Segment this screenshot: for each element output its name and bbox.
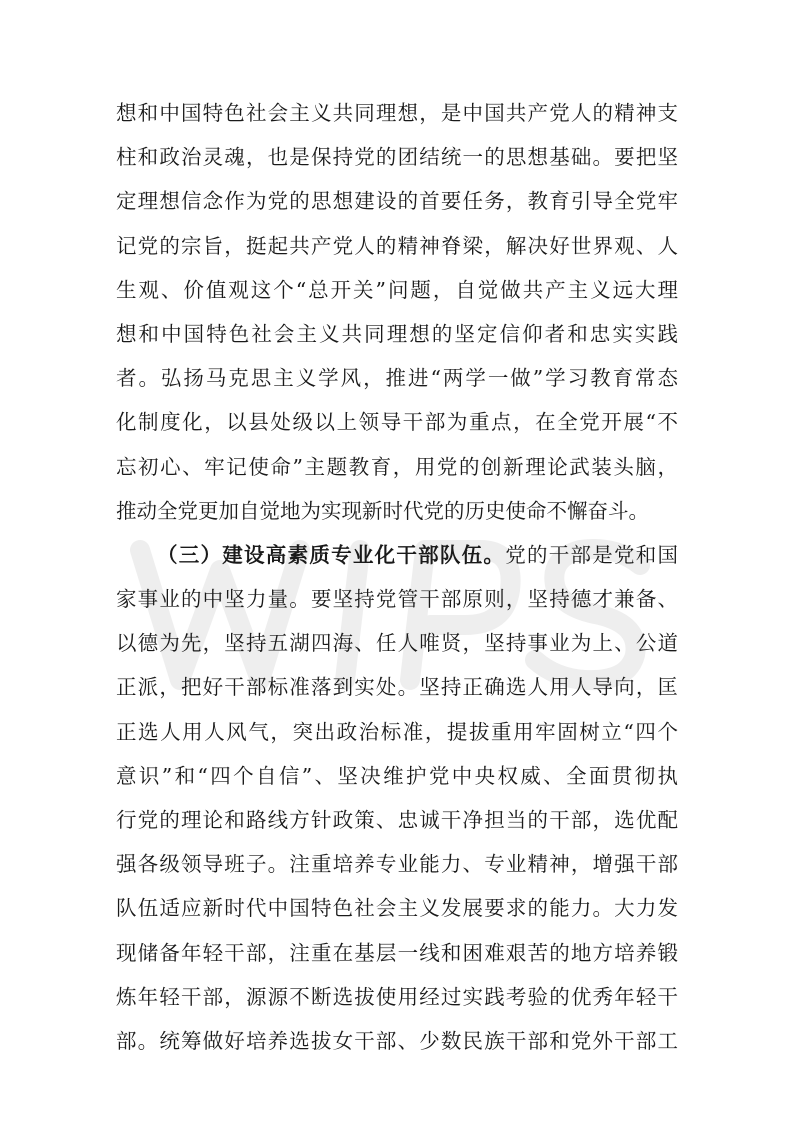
text-line: 记党的宗旨，挺起共产党人的精神脊梁，解决好世界观、人 (116, 233, 678, 258)
text-line: 化制度化，以县处级以上领导干部为重点，在全党开展“不 (116, 410, 678, 435)
text-line: 部。统筹做好培养选拔女干部、少数民族干部和党外干部工 (116, 1028, 678, 1053)
section-heading: （三）建设高素质专业化干部队伍。 (157, 542, 506, 567)
text-line: 正选人用人风气，突出政治标准，提拔重用牢固树立“四个 (116, 719, 678, 744)
paragraph-cadre-team (116, 533, 678, 1063)
text-line: 正派，把好干部标准落到实处。坚持正确选人用人导向，匡 (116, 675, 678, 700)
text-line: 定理想信念作为党的思想建设的首要任务，教育引导全党牢 (116, 189, 678, 214)
text-line: 炼年轻干部，源源不断选拔使用经过实践考验的优秀年轻干 (116, 984, 678, 1009)
text-line: 生观、价值观这个“总开关”问题，自觉做共产主义远大理 (116, 277, 678, 302)
text-line: 现储备年轻干部，注重在基层一线和困难艰苦的地方培养锻 (116, 940, 678, 965)
text-line: 以德为先，坚持五湖四海、任人唯贤，坚持事业为上、公道 (116, 631, 678, 656)
text-line: 家事业的中坚力量。要坚持党管干部原则，坚持德才兼备、 (116, 587, 678, 612)
text-line: 强各级领导班子。注重培养专业能力、专业精神，增强干部 (116, 852, 678, 877)
text-line: 意识”和“四个自信”、坚决维护党中央权威、全面贯彻执 (116, 763, 678, 788)
text-line: 柱和政治灵魂，也是保持党的团结统一的思想基础。要把坚 (116, 145, 678, 170)
text-line: 者。弘扬马克思主义学风，推进“两学一做”学习教育常态 (116, 366, 678, 391)
paragraph-ideal-belief (116, 91, 678, 533)
text-line-first (116, 533, 678, 577)
document-body (116, 91, 678, 1063)
text-run: 党的干部是党和国 (505, 542, 679, 567)
text-line: 忘初心、牢记使命”主题教育，用党的创新理论武装头脑， (116, 454, 678, 479)
text-line: 想和中国特色社会主义共同理想，是中国共产党人的精神支 (116, 101, 678, 125)
text-line: 行党的理论和路线方针政策、忠诚干净担当的干部，选优配 (116, 808, 678, 832)
text-line: 队伍适应新时代中国特色社会主义发展要求的能力。大力发 (116, 896, 678, 921)
text-line: 推动全党更加自觉地为实现新时代党的历史使命不懈奋斗。 (116, 498, 649, 523)
text-line: 想和中国特色社会主义共同理想的坚定信仰者和忠实实践 (116, 321, 678, 346)
